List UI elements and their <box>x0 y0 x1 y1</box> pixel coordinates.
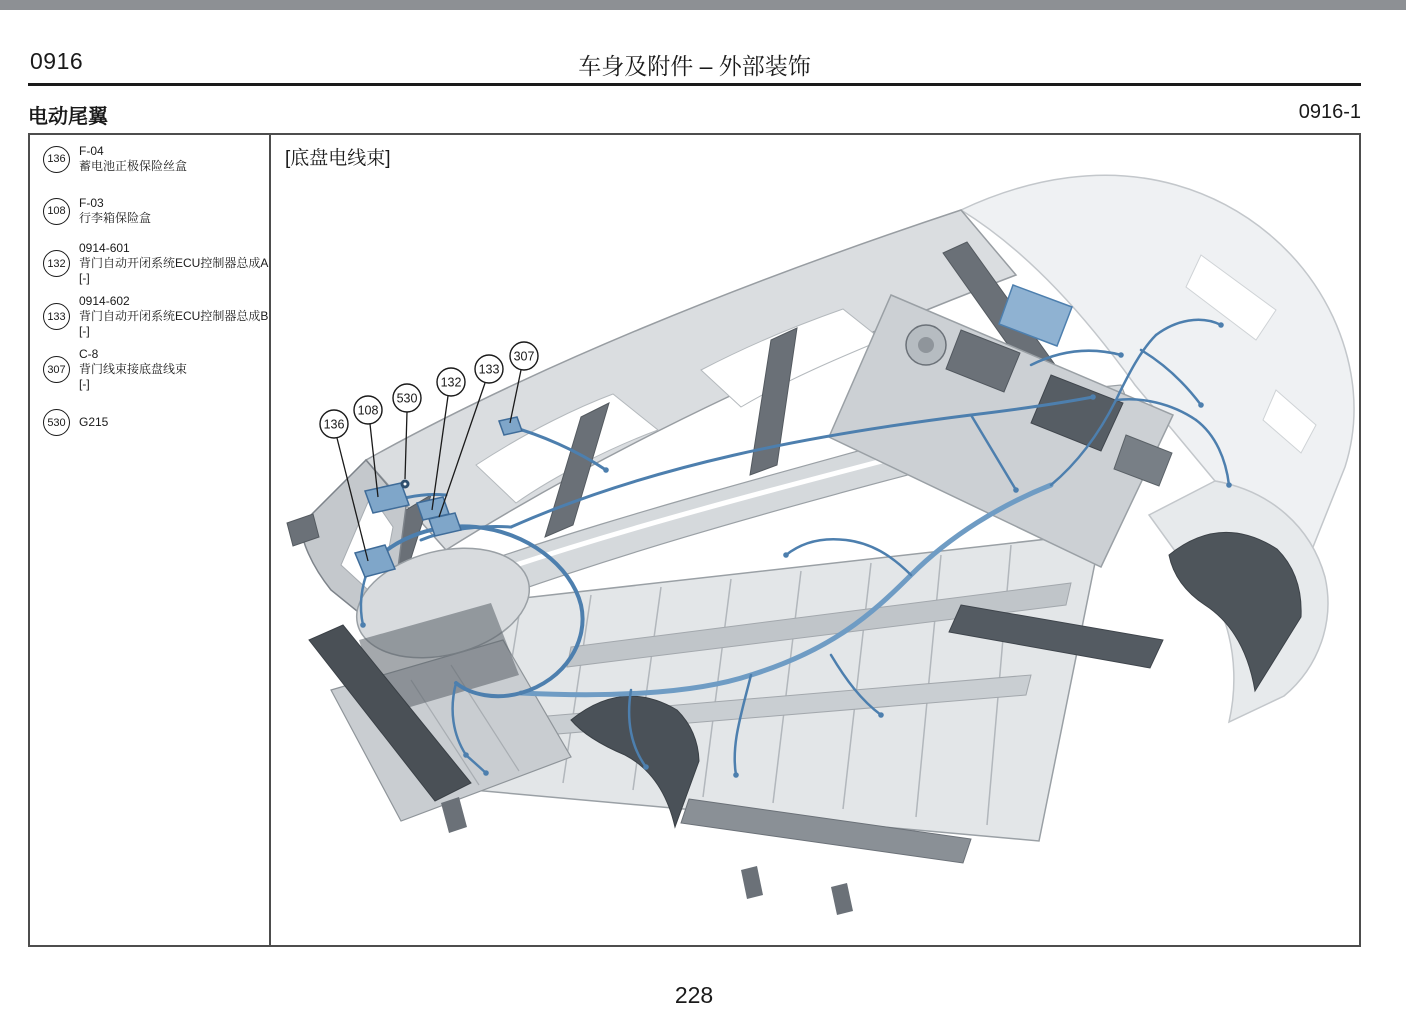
legend-code: C-8 <box>79 347 99 361</box>
legend-item-108 <box>43 196 151 226</box>
legend-circle-307 <box>43 356 70 383</box>
legend-item-530 <box>43 409 108 436</box>
legend-item-307 <box>43 347 187 392</box>
legend-circle-136 <box>43 146 70 173</box>
top-separator-bar <box>0 0 1406 10</box>
legend-code: F-04 <box>79 144 104 158</box>
diagram-panel <box>271 135 1359 945</box>
legend-id: 136 <box>47 153 66 165</box>
legend-id: 133 <box>47 310 66 323</box>
legend-note: [-] <box>79 324 90 338</box>
legend-code: 0914-601 <box>79 241 130 255</box>
callout-label-132: 132 <box>440 375 462 390</box>
callout-307 <box>510 342 538 370</box>
legend-name: 背门自动开闭系统ECU控制器总成A <box>79 256 269 270</box>
legend-name: 蓄电池正极保险丝盒 <box>79 159 188 173</box>
legend-note: [-] <box>79 271 90 285</box>
callout-133 <box>475 355 503 383</box>
legend-id: 530 <box>47 416 66 429</box>
diagram-title: [底盘电线束] <box>285 148 391 169</box>
callout-label-307: 307 <box>513 349 535 364</box>
section-page-code: 0916-1 <box>1298 101 1361 123</box>
legend-id: 307 <box>47 363 66 376</box>
legend-item-133 <box>43 294 268 339</box>
legend-name: 背门线束接底盘线束 <box>79 362 188 376</box>
legend-circle-108 <box>43 198 70 225</box>
legend-note: [-] <box>79 377 90 391</box>
legend-id: 108 <box>47 205 66 217</box>
car-body-illustration <box>287 175 1354 915</box>
callout-label-136: 136 <box>323 417 345 432</box>
callout-label-530: 530 <box>396 391 418 406</box>
legend-column <box>30 135 271 945</box>
legend-item-136 <box>43 144 187 174</box>
chassis-harness-figure <box>271 135 1359 945</box>
legend-id: 132 <box>47 257 66 270</box>
document-code: 0916 <box>30 48 84 74</box>
legend-circle-132 <box>43 250 70 277</box>
page-number: 228 <box>674 982 714 1008</box>
callout-label-108: 108 <box>357 403 379 418</box>
callout-136 <box>320 410 348 438</box>
legend-code: 0914-602 <box>79 294 130 308</box>
callout-530 <box>393 384 421 412</box>
callout-108 <box>354 396 382 424</box>
legend-name: 背门自动开闭系统ECU控制器总成B <box>79 309 269 323</box>
legend-code: F-03 <box>79 196 104 210</box>
legend-circle-530 <box>43 409 70 436</box>
callout-132 <box>437 368 465 396</box>
figure-frame <box>28 133 1361 947</box>
legend-code: G215 <box>79 415 109 429</box>
legend-circle-133 <box>43 303 70 330</box>
legend-item-132 <box>43 241 268 286</box>
section-title: 电动尾翼 <box>28 106 108 128</box>
callout-label-133: 133 <box>478 362 500 377</box>
chapter-title: 车身及附件 – 外部装饰 <box>578 53 811 79</box>
legend-name: 行李箱保险盒 <box>79 211 152 225</box>
header-rule <box>28 83 1361 86</box>
